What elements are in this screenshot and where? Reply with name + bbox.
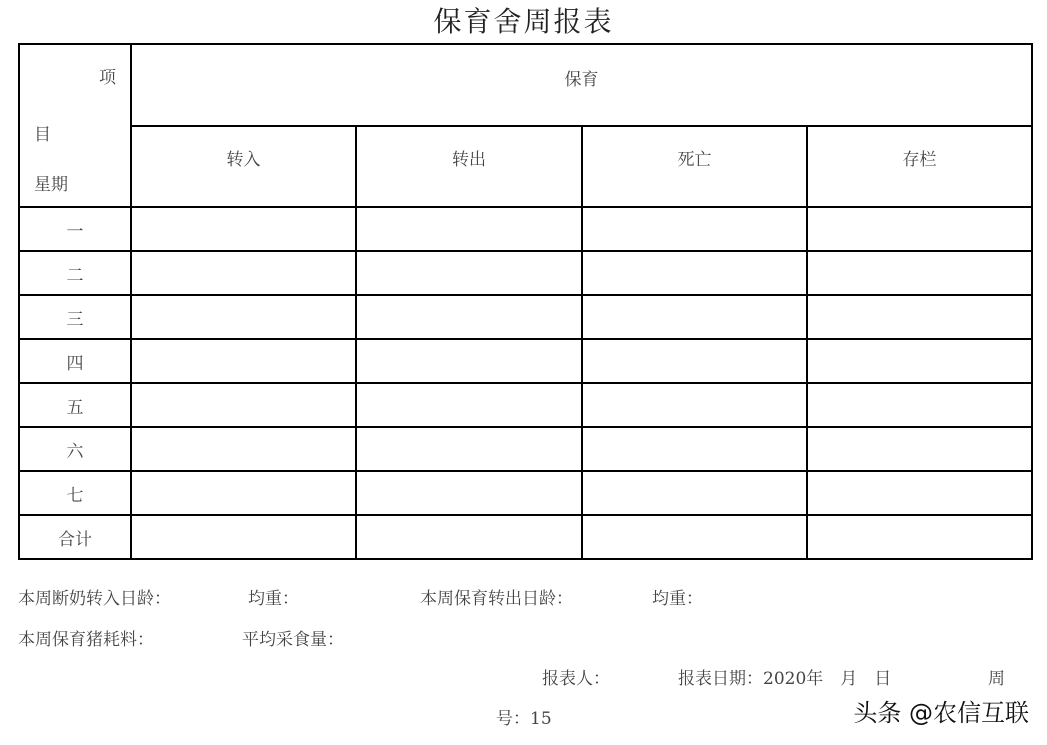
column-header-transfer-in: 转入 xyxy=(131,126,356,207)
watermark-text: 头条 @农信互联 xyxy=(853,699,1029,727)
table-cell xyxy=(582,383,807,427)
weaning-transfer-in-age-label: 本周断奶转入日龄： xyxy=(18,589,171,609)
table-cell xyxy=(807,251,1032,295)
table-row xyxy=(19,471,1032,515)
week-number-label: 号：15 xyxy=(496,709,552,729)
week-label: 周 xyxy=(988,669,1005,689)
column-header-deaths: 死亡 xyxy=(582,126,807,207)
average-weight-label-2: 均重： xyxy=(652,589,703,609)
table-cell xyxy=(356,339,582,383)
corner-label-weekday: 星期 xyxy=(34,175,68,195)
table-cell xyxy=(356,515,582,559)
corner-label-xiang: 项 xyxy=(99,68,116,88)
report-title: 保育舍周报表 xyxy=(433,5,614,38)
table-cell xyxy=(582,207,807,251)
table-cell xyxy=(356,207,582,251)
table-cell xyxy=(807,383,1032,427)
reporter-label: 报表人： xyxy=(542,669,610,689)
table-cell xyxy=(131,471,356,515)
average-weight-label-1: 均重： xyxy=(248,589,299,609)
table-cell xyxy=(582,251,807,295)
table-cell xyxy=(131,295,356,339)
group-header-nursery: 保育 xyxy=(131,44,1032,126)
table-cell xyxy=(356,295,582,339)
table-cell xyxy=(356,383,582,427)
row-label-total: 合计 xyxy=(19,515,131,559)
table-row-total xyxy=(19,515,1032,559)
table-cell xyxy=(131,251,356,295)
table-cell xyxy=(807,427,1032,471)
table-header-row xyxy=(19,44,1032,126)
nursery-weekly-report-table xyxy=(18,43,1033,560)
column-header-transfer-out: 转出 xyxy=(356,126,582,207)
table-cell xyxy=(131,515,356,559)
table-row xyxy=(19,427,1032,471)
table-row xyxy=(19,383,1032,427)
table-cell xyxy=(582,471,807,515)
corner-label-mu: 目 xyxy=(34,125,51,145)
table-row xyxy=(19,251,1032,295)
table-cell xyxy=(131,427,356,471)
table-cell xyxy=(807,339,1032,383)
row-label: 六 xyxy=(19,427,131,471)
average-feed-intake-label: 平均采食量： xyxy=(242,630,344,650)
table-cell xyxy=(582,515,807,559)
table-row xyxy=(19,207,1032,251)
row-label: 三 xyxy=(19,295,131,339)
column-header-stock: 存栏 xyxy=(807,126,1032,207)
row-label: 四 xyxy=(19,339,131,383)
table-cell xyxy=(356,251,582,295)
table-row xyxy=(19,295,1032,339)
row-label: 二 xyxy=(19,251,131,295)
table-cell xyxy=(582,339,807,383)
table-cell xyxy=(356,471,582,515)
table-cell xyxy=(807,515,1032,559)
row-label: 五 xyxy=(19,383,131,427)
table-cell xyxy=(582,295,807,339)
table-cell xyxy=(356,427,582,471)
column-header-row xyxy=(19,126,1032,207)
table-cell xyxy=(131,339,356,383)
table-cell xyxy=(582,427,807,471)
table-row xyxy=(19,339,1032,383)
table-cell xyxy=(131,383,356,427)
row-label: 一 xyxy=(19,207,131,251)
row-label: 七 xyxy=(19,471,131,515)
table-cell xyxy=(807,471,1032,515)
feed-consumption-label: 本周保育猪耗料： xyxy=(18,630,154,650)
table-cell xyxy=(807,207,1032,251)
table-cell xyxy=(807,295,1032,339)
nursery-transfer-out-age-label: 本周保育转出日龄： xyxy=(420,589,573,609)
report-date-label: 报表日期：2020年 月 日 xyxy=(678,669,892,689)
table-cell xyxy=(131,207,356,251)
corner-cell xyxy=(19,44,131,207)
